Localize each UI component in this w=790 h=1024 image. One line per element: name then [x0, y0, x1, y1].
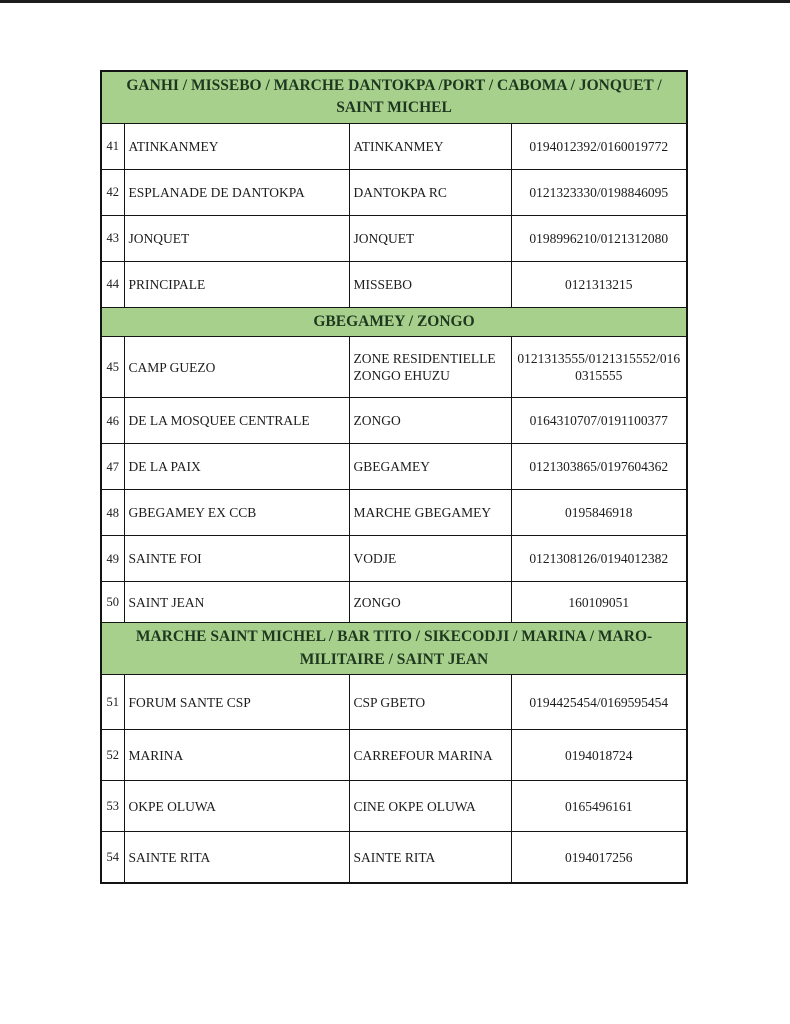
row-number: 48 [101, 490, 124, 536]
phone-numbers: 160109051 [511, 582, 687, 623]
section-header-row [101, 71, 687, 123]
location-name: SAINTE RITA [124, 832, 349, 884]
row-number: 52 [101, 730, 124, 781]
phone-numbers: 0194425454/0169595454 [511, 675, 687, 730]
row-number: 51 [101, 675, 124, 730]
table-row [101, 169, 687, 215]
location-name: OKPE OLUWA [124, 781, 349, 832]
row-number: 49 [101, 536, 124, 582]
location-name: CAMP GUEZO [124, 337, 349, 398]
phone-numbers: 0121308126/0194012382 [511, 536, 687, 582]
location-alias: DANTOKPA RC [349, 169, 511, 215]
location-alias: SAINTE RITA [349, 832, 511, 884]
section-header-row [101, 623, 687, 675]
section-header: MARCHE SAINT MICHEL / BAR TITO / SIKECODJI / MARINA / MARO-MILITAIRE / SAINT JEAN [101, 623, 687, 675]
table-row [101, 582, 687, 623]
row-number: 44 [101, 261, 124, 307]
location-name: GBEGAMEY EX CCB [124, 490, 349, 536]
row-number: 45 [101, 337, 124, 398]
location-name: JONQUET [124, 215, 349, 261]
table-row [101, 781, 687, 832]
location-alias: VODJE [349, 536, 511, 582]
location-name: PRINCIPALE [124, 261, 349, 307]
location-name: DE LA MOSQUEE CENTRALE [124, 398, 349, 444]
location-alias: ZONGO [349, 582, 511, 623]
row-number: 54 [101, 832, 124, 884]
location-alias: JONQUET [349, 215, 511, 261]
row-number: 43 [101, 215, 124, 261]
section-header: GBEGAMEY / ZONGO [101, 307, 687, 336]
phone-numbers: 0195846918 [511, 490, 687, 536]
row-number: 53 [101, 781, 124, 832]
table-row [101, 730, 687, 781]
table-row [101, 490, 687, 536]
location-alias: ZONGO [349, 398, 511, 444]
location-name: SAINTE FOI [124, 536, 349, 582]
location-name: DE LA PAIX [124, 444, 349, 490]
table-row [101, 215, 687, 261]
location-alias: ZONE RESIDENTIELLE ZONGO EHUZU [349, 337, 511, 398]
phone-numbers: 0121303865/0197604362 [511, 444, 687, 490]
table-row [101, 444, 687, 490]
phone-numbers: 0165496161 [511, 781, 687, 832]
row-number: 46 [101, 398, 124, 444]
location-name: ATINKANMEY [124, 123, 349, 169]
phone-numbers: 0121323330/0198846095 [511, 169, 687, 215]
section-header: GANHI / MISSEBO / MARCHE DANTOKPA /PORT / CABOMA / JONQUET / SAINT MICHEL [101, 71, 687, 123]
table-row [101, 261, 687, 307]
location-alias: CARREFOUR MARINA [349, 730, 511, 781]
location-alias: MISSEBO [349, 261, 511, 307]
location-alias: ATINKANMEY [349, 123, 511, 169]
phone-numbers: 0198996210/0121312080 [511, 215, 687, 261]
locations-roster-table [100, 70, 688, 884]
table-body [101, 71, 687, 883]
table-row [101, 123, 687, 169]
location-name: MARINA [124, 730, 349, 781]
location-name: FORUM SANTE CSP [124, 675, 349, 730]
phone-numbers: 0164310707/0191100377 [511, 398, 687, 444]
section-header-row [101, 307, 687, 336]
row-number: 42 [101, 169, 124, 215]
location-name: SAINT JEAN [124, 582, 349, 623]
location-alias: GBEGAMEY [349, 444, 511, 490]
row-number: 41 [101, 123, 124, 169]
location-name: ESPLANADE DE DANTOKPA [124, 169, 349, 215]
table-row [101, 536, 687, 582]
table-row [101, 398, 687, 444]
phone-numbers: 0194018724 [511, 730, 687, 781]
photo-top-edge-artifact [0, 0, 790, 3]
table-row [101, 675, 687, 730]
phone-numbers: 0121313215 [511, 261, 687, 307]
location-alias: CINE OKPE OLUWA [349, 781, 511, 832]
table-row [101, 832, 687, 884]
row-number: 47 [101, 444, 124, 490]
phone-numbers: 0194017256 [511, 832, 687, 884]
row-number: 50 [101, 582, 124, 623]
phone-numbers: 0194012392/0160019772 [511, 123, 687, 169]
location-alias: MARCHE GBEGAMEY [349, 490, 511, 536]
table-row [101, 337, 687, 398]
phone-numbers: 0121313555/0121315552/0160315555 [511, 337, 687, 398]
location-alias: CSP GBETO [349, 675, 511, 730]
